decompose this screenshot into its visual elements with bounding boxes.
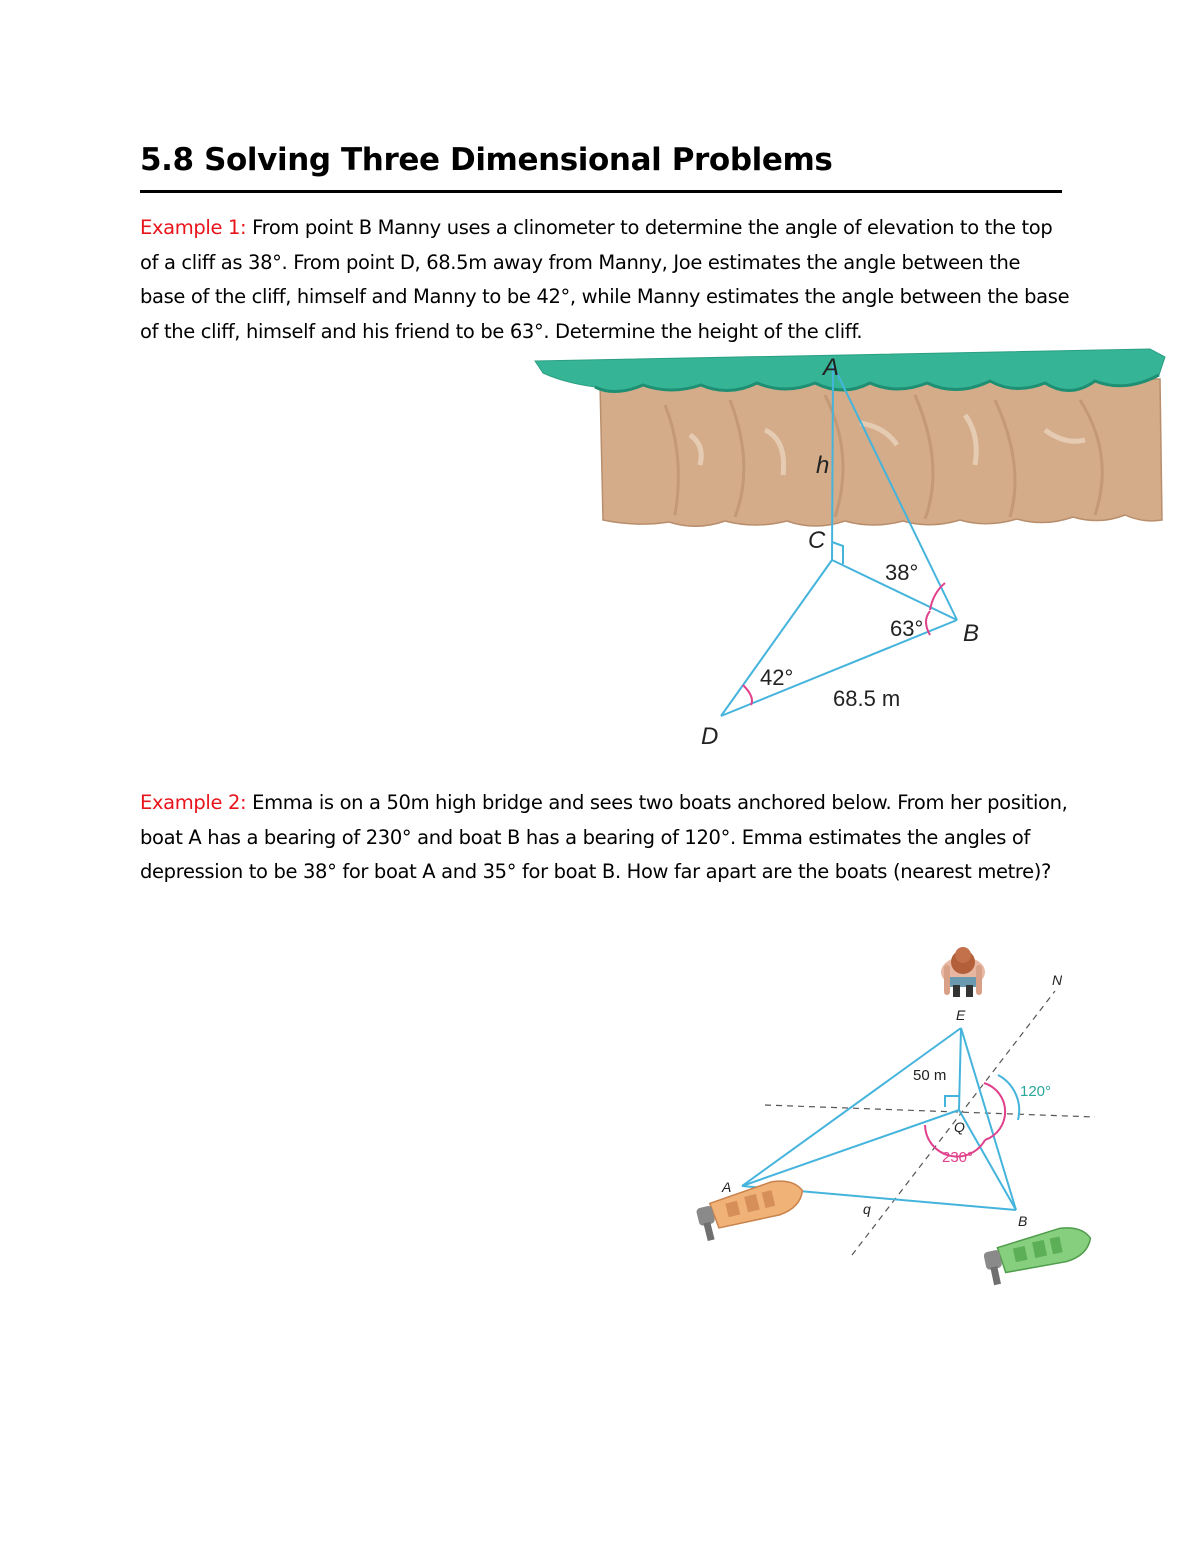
label-point-d: D <box>701 723 719 750</box>
label-bearing-230: 230° <box>942 1149 974 1166</box>
label-side-q: q <box>863 1201 871 1217</box>
example-2-text <box>140 786 1070 890</box>
label-north: N <box>1052 972 1063 988</box>
label-angle-63: 63° <box>890 616 924 641</box>
boat-a-icon <box>694 1175 809 1242</box>
label-distance: 68.5 m <box>833 686 901 711</box>
label-angle-38: 38° <box>885 560 919 585</box>
cliff-rock-face <box>600 379 1162 526</box>
boat-b-icon <box>981 1222 1095 1286</box>
example-1-label: Example 1: <box>140 216 247 239</box>
bridge-diagram <box>680 935 1100 1295</box>
label-height-h: h <box>816 452 830 479</box>
label-point-c: C <box>808 527 826 554</box>
example-2-body: Emma is on a 50m high bridge and sees two boats anchored below. From her position, boat A has a bearing of 230° and boat B has a bearing of 120°. Emma estimates the angles of depression to be 38° for boat A and 35° for boat B. How far apart are the boats (nearest metre)? <box>140 791 1068 883</box>
label-point-b: B <box>963 620 980 647</box>
example-2-label: Example 2: <box>140 791 247 814</box>
example-1-body: From point B Manny uses a clinometer to determine the angle of elevation to the top of a cliff as 38°. From point D, 68.5m away from Manny, Joe estimates the angle between the base of the cliff, himself and Manny to be 42°, while Manny estimates the angle between the base of the cliff, himself and his friend to be 63°. Determine the height of the cliff. <box>140 216 1070 343</box>
example-1-text <box>140 211 1070 349</box>
label-boat-a: A <box>722 1179 732 1195</box>
label-bearing-120: 120° <box>1020 1083 1052 1100</box>
label-height-50m: 50 m <box>913 1067 947 1084</box>
cliff-diagram <box>525 345 1165 755</box>
reference-dashed-lines <box>765 991 1095 1255</box>
person-icon <box>941 947 985 997</box>
label-point-a: A <box>823 354 840 381</box>
label-point-e: E <box>956 1007 966 1023</box>
title-rule <box>140 190 1062 193</box>
label-boat-b: B <box>1018 1213 1028 1229</box>
label-angle-42: 42° <box>760 665 794 690</box>
bearing-arcs <box>925 1075 1019 1157</box>
label-point-q: Q <box>954 1119 965 1135</box>
page-title: 5.8 Solving Three Dimensional Problems <box>140 142 833 178</box>
cliff-grass-top <box>535 349 1165 392</box>
